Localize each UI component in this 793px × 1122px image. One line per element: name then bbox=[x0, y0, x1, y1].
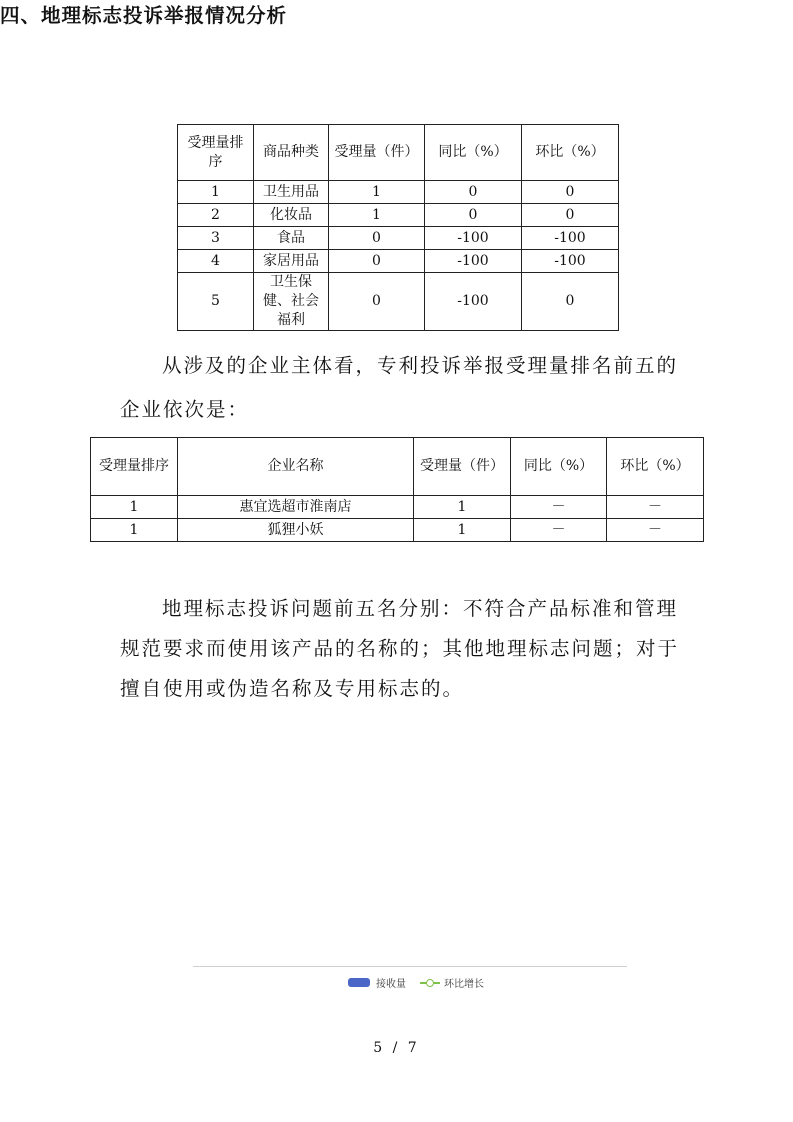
section-heading: 四、地理标志投诉举报情况分析 bbox=[0, 4, 288, 27]
table-row bbox=[91, 519, 704, 542]
legend-label-growth: 环比增长 bbox=[444, 979, 484, 990]
table-cell: -100 bbox=[425, 250, 522, 273]
table-cell: 1 bbox=[414, 519, 511, 542]
header-cell: 受理量（件） bbox=[414, 438, 511, 496]
table-cell: － bbox=[607, 519, 704, 542]
product-category-table bbox=[177, 124, 619, 331]
table-cell: 1 bbox=[414, 496, 511, 519]
table-cell: 1 bbox=[91, 496, 178, 519]
table-cell: 4 bbox=[178, 250, 254, 273]
table-cell: 0 bbox=[522, 204, 619, 227]
header-cell: 商品种类 bbox=[254, 125, 329, 181]
table-cell: 0 bbox=[329, 227, 425, 250]
table-row bbox=[178, 204, 619, 227]
table-cell: 1 bbox=[329, 181, 425, 204]
header-cell: 企业名称 bbox=[178, 438, 414, 496]
table-cell: -100 bbox=[425, 227, 522, 250]
table-cell: 家居用品 bbox=[254, 250, 329, 273]
table-cell: -100 bbox=[425, 273, 522, 331]
chart-divider bbox=[193, 966, 627, 967]
table-header-row bbox=[178, 125, 619, 181]
table-cell: 3 bbox=[178, 227, 254, 250]
header-cell: 环比（%） bbox=[607, 438, 704, 496]
table-cell: 1 bbox=[178, 181, 254, 204]
table-cell: 0 bbox=[522, 273, 619, 331]
table-cell: 2 bbox=[178, 204, 254, 227]
table-row bbox=[178, 273, 619, 331]
legend-label-received: 接收量 bbox=[376, 979, 406, 990]
table-cell: 惠宜选超市淮南店 bbox=[178, 496, 414, 519]
table-cell: -100 bbox=[522, 227, 619, 250]
table-cell: 卫生用品 bbox=[254, 181, 329, 204]
table-cell: 化妆品 bbox=[254, 204, 329, 227]
header-cell: 环比（%） bbox=[522, 125, 619, 181]
table-cell: 狐狸小妖 bbox=[178, 519, 414, 542]
table-header-row bbox=[91, 438, 704, 496]
table-cell: 0 bbox=[329, 273, 425, 331]
geographic-indication-paragraph: 地理标志投诉问题前五名分别：不符合产品标准和管理规范要求而使用该产品的名称的；其他地理标志问题；对于擅自使用或伪造名称及专用标志的。 bbox=[120, 597, 680, 700]
table-cell: 0 bbox=[425, 181, 522, 204]
header-cell: 受理量（件） bbox=[329, 125, 425, 181]
page-number: 5 / 7 bbox=[373, 1040, 420, 1056]
table-cell: 1 bbox=[329, 204, 425, 227]
table-cell: 0 bbox=[329, 250, 425, 273]
header-cell: 受理量排序 bbox=[91, 438, 178, 496]
table-cell: － bbox=[607, 496, 704, 519]
table-cell: 卫生保健、社会福利 bbox=[254, 273, 329, 331]
header-cell: 受理量排序 bbox=[178, 125, 254, 181]
table-cell: 1 bbox=[91, 519, 178, 542]
table-row bbox=[178, 227, 619, 250]
table-cell: 0 bbox=[522, 181, 619, 204]
table-row bbox=[178, 250, 619, 273]
table-cell: － bbox=[511, 519, 607, 542]
header-cell: 同比（%） bbox=[511, 438, 607, 496]
table-cell: － bbox=[511, 496, 607, 519]
table-row bbox=[178, 181, 619, 204]
table-cell: 食品 bbox=[254, 227, 329, 250]
header-cell: 同比（%） bbox=[425, 125, 522, 181]
line-marker-icon bbox=[420, 978, 440, 988]
table-row bbox=[91, 496, 704, 519]
enterprise-intro-paragraph: 从涉及的企业主体看，专利投诉举报受理量排名前五的企业依次是： bbox=[120, 354, 679, 421]
table-cell: -100 bbox=[522, 250, 619, 273]
table-cell: 0 bbox=[425, 204, 522, 227]
enterprise-table bbox=[90, 437, 704, 542]
chart-legend bbox=[348, 975, 484, 990]
bar-swatch-icon bbox=[348, 978, 370, 987]
table-cell: 5 bbox=[178, 273, 254, 331]
